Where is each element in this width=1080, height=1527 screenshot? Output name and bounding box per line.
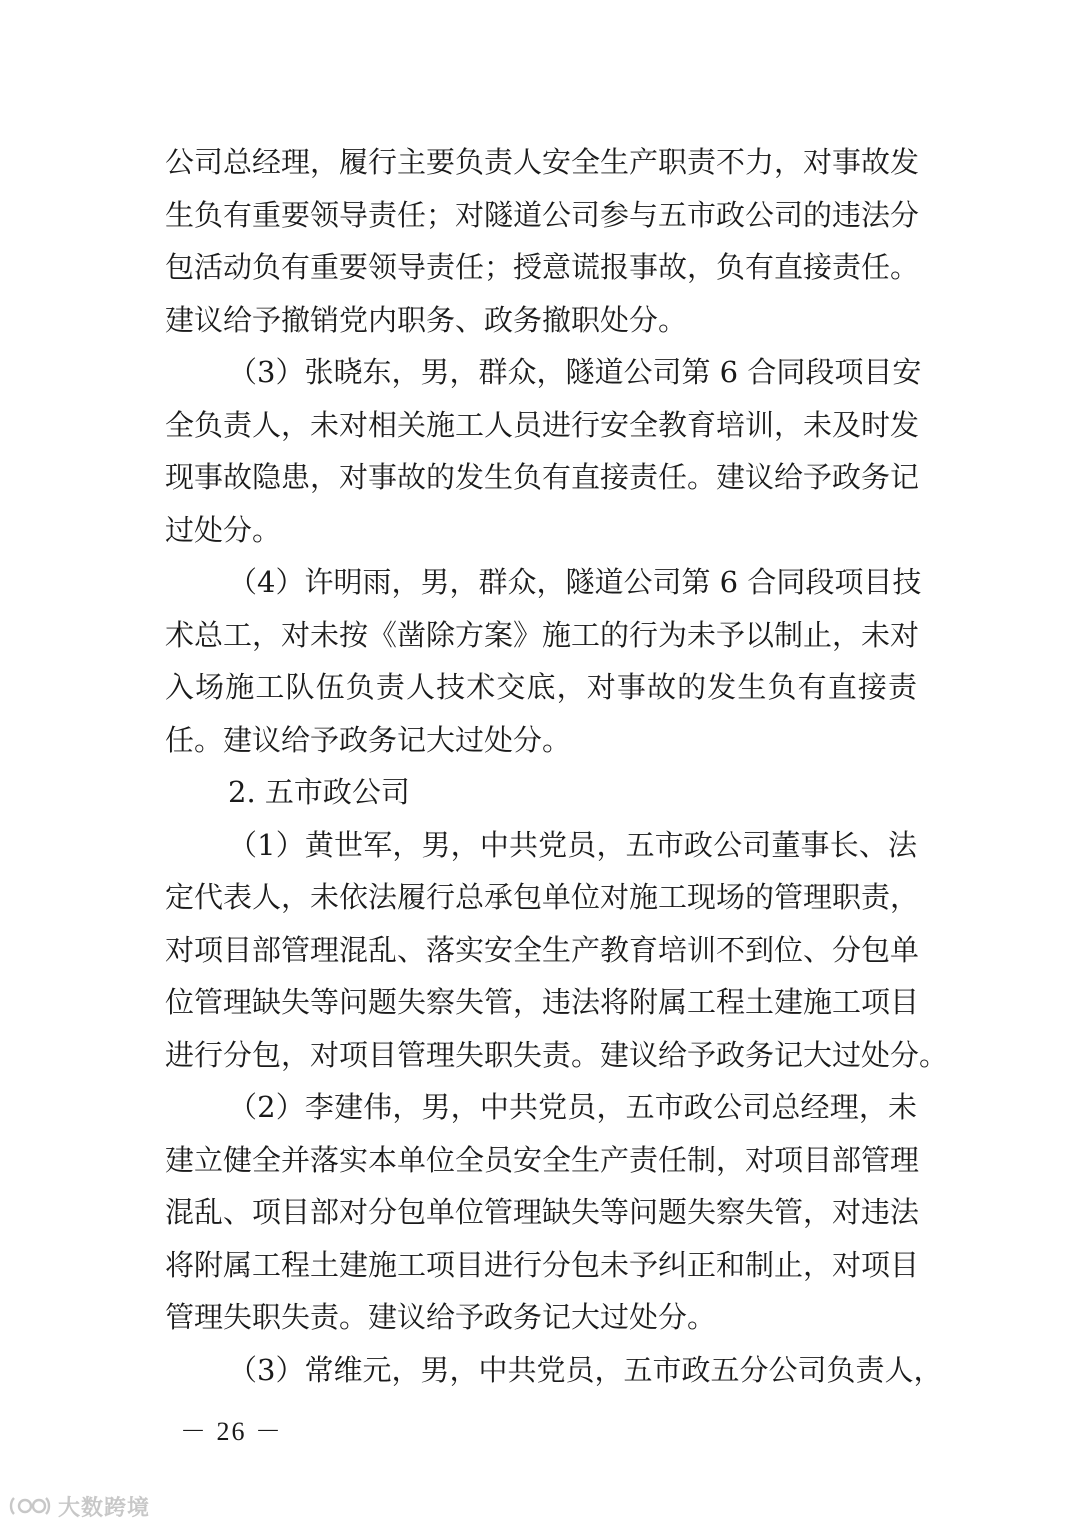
paragraph-line: 任。建议给予政务记大过处分。 [165, 722, 572, 757]
watermark [8, 1490, 150, 1522]
dashuju-logo-icon [8, 1492, 52, 1520]
paragraph-line: 进行分包，对项目管理失职失责。建议给予政务记大过处分。 [165, 1037, 949, 1072]
paragraph-line: 建议给予撤销党内职务、政务撤职处分。 [165, 302, 688, 337]
paragraph-line: 包活动负有重要领导责任；授意谎报事故，负有直接责任。 [165, 250, 920, 284]
paragraph-line: （4）许明雨，男，群众，隧道公司第 6 合同段项目技 [228, 565, 922, 599]
paragraph-line: 对项目部管理混乱、落实安全生产教育培训不到位、分包单 [165, 932, 920, 967]
paragraph-line: 位管理缺失等问题失察失管，违法将附属工程土建施工项目 [165, 985, 920, 1019]
paragraph-line: 公司总经理，履行主要负责人安全生产职责不力，对事故发 [165, 145, 920, 179]
paragraph-line: （3）张晓东，男，群众，隧道公司第 6 合同段项目安 [228, 355, 922, 389]
paragraph-line: 将附属工程土建施工项目进行分包未予纠正和制止，对项目 [165, 1247, 920, 1282]
document-body [165, 136, 949, 1396]
paragraph-line: 定代表人，未依法履行总承包单位对施工现场的管理职责， [165, 880, 920, 914]
paragraph-line: 过处分。 [165, 512, 282, 547]
paragraph-line: （2）李建伟，男，中共党员，五市政公司总经理，未 [228, 1090, 917, 1124]
watermark-text: 大数跨境 [58, 1495, 151, 1521]
paragraph-line: 2. 五市政公司 [228, 775, 410, 809]
paragraph-line: 建立健全并落实本单位全员安全生产责任制，对项目部管理 [165, 1142, 920, 1177]
page-number: － 26 － [180, 1417, 284, 1446]
paragraph-line: （3）常维元，男，中共党员，五市政五分公司负责人， [228, 1352, 943, 1387]
paragraph-line: 管理失职失责。建议给予政务记大过处分。 [165, 1300, 717, 1334]
paragraph-line: 术总工，对未按《凿除方案》施工的行为未予以制止，未对 [165, 617, 920, 652]
paragraph-line: 全负责人，未对相关施工人员进行安全教育培训，未及时发 [165, 407, 920, 442]
paragraph-line: 现事故隐患，对事故的发生负有直接责任。建议给予政务记 [165, 460, 920, 494]
paragraph-line: （1）黄世军，男，中共党员，五市政公司董事长、法 [228, 827, 917, 862]
paragraph-line: 入场施工队伍负责人技术交底，对事故的发生负有直接责 [165, 670, 917, 704]
paragraph-line: 生负有重要领导责任；对隧道公司参与五市政公司的违法分 [165, 197, 920, 232]
paragraph-line: 混乱、项目部对分包单位管理缺失等问题失察失管，对违法 [165, 1195, 920, 1229]
